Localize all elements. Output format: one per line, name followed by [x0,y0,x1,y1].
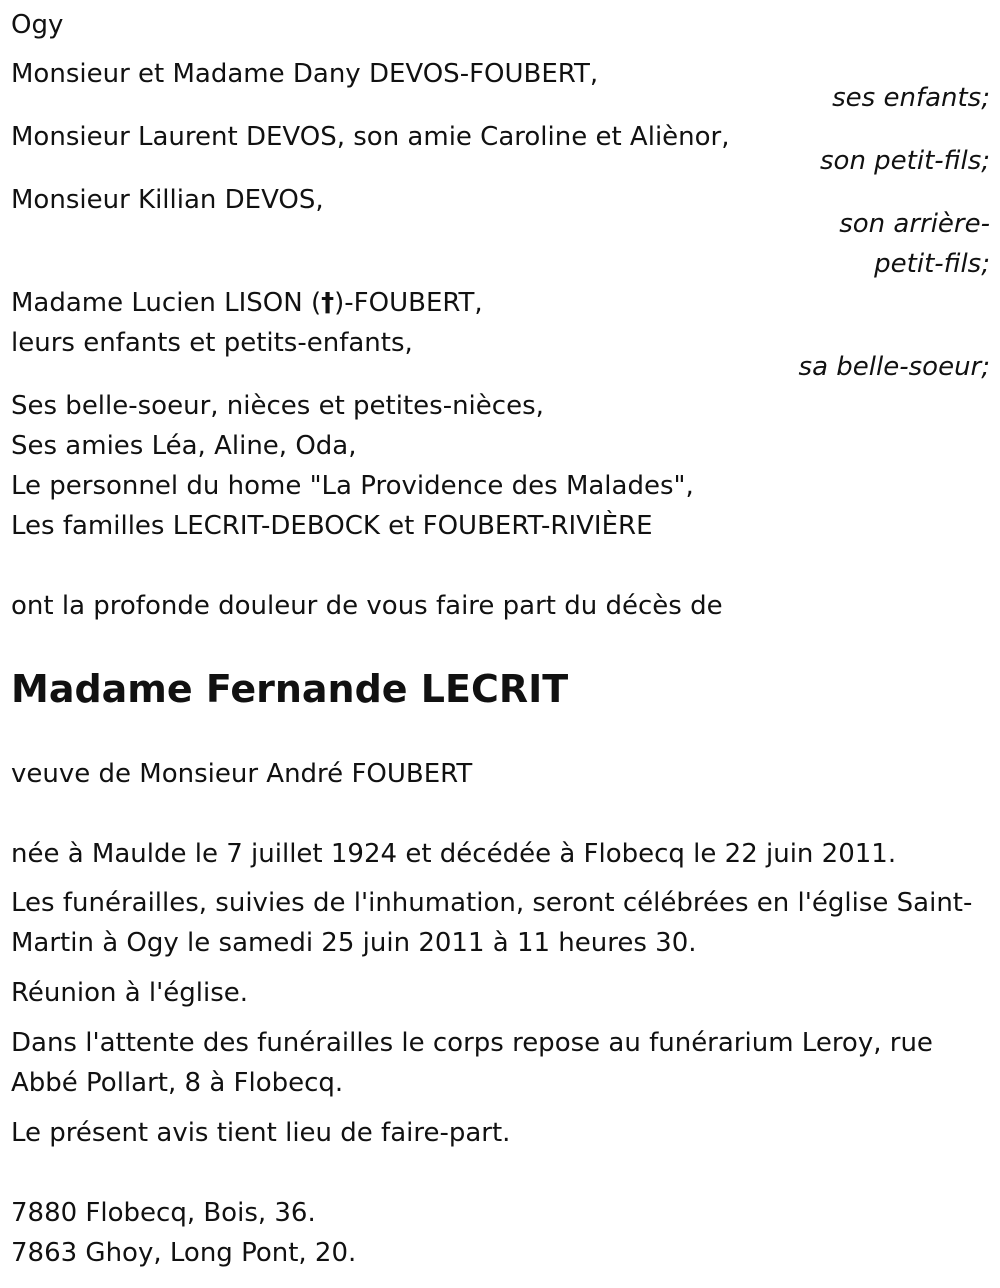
cross-icon: † [321,288,335,318]
family-relation-3b: petit-fils; [874,249,990,279]
other-mourner: Les familles LECRIT-DEBOCK et FOUBERT-RIVIÈRE [11,511,653,541]
reunion: Réunion à l'église. [11,978,249,1008]
rest-line-1: Dans l'attente des funérailles le corps repose au funérarium Leroy, rue [11,1028,933,1058]
family-name-2: Monsieur Laurent DEVOS, son amie Caroline et Aliènor, [11,122,730,152]
family-name-4 [11,283,483,323]
family-name-4-line2: leurs enfants et petits-enfants, [11,328,413,358]
notice: Le présent avis tient lieu de faire-part. [11,1118,511,1148]
funeral-line-2: Martin à Ogy le samedi 25 juin 2011 à 11 heures 30. [11,928,697,958]
family-relation-4: sa belle-soeur; [798,352,990,382]
deceased-name: Madame Fernande LECRIT [11,667,569,711]
location: Ogy [11,10,64,40]
other-mourner: Ses amies Léa, Aline, Oda, [11,431,357,461]
address: 7880 Flobecq, Bois, 36. [11,1198,316,1228]
rest-line-2: Abbé Pollart, 8 à Flobecq. [11,1068,344,1098]
family-name-4-end: )-FOUBERT, [334,288,483,318]
family-name-1: Monsieur et Madame Dany DEVOS-FOUBERT, [11,59,599,89]
announcement: ont la profonde douleur de vous faire part du décès de [11,591,723,621]
widow-of: veuve de Monsieur André FOUBERT [11,759,473,789]
family-relation-1: ses enfants; [832,83,990,113]
family-name-4-start: Madame Lucien LISON ( [11,288,322,318]
family-name-3: Monsieur Killian DEVOS, [11,185,324,215]
other-mourner: Le personnel du home "La Providence des Malades", [11,471,694,501]
funeral-line-1: Les funérailles, suivies de l'inhumation, seront célébrées en l'église Saint- [11,888,973,918]
family-relation-3a: son arrière- [839,209,990,239]
other-mourner: Ses belle-soeur, nièces et petites-nièces, [11,391,544,421]
birth-death: née à Maulde le 7 juillet 1924 et décédée à Flobecq le 22 juin 2011. [11,839,897,869]
address: 7863 Ghoy, Long Pont, 20. [11,1238,357,1268]
family-relation-2: son petit-fils; [819,146,990,176]
